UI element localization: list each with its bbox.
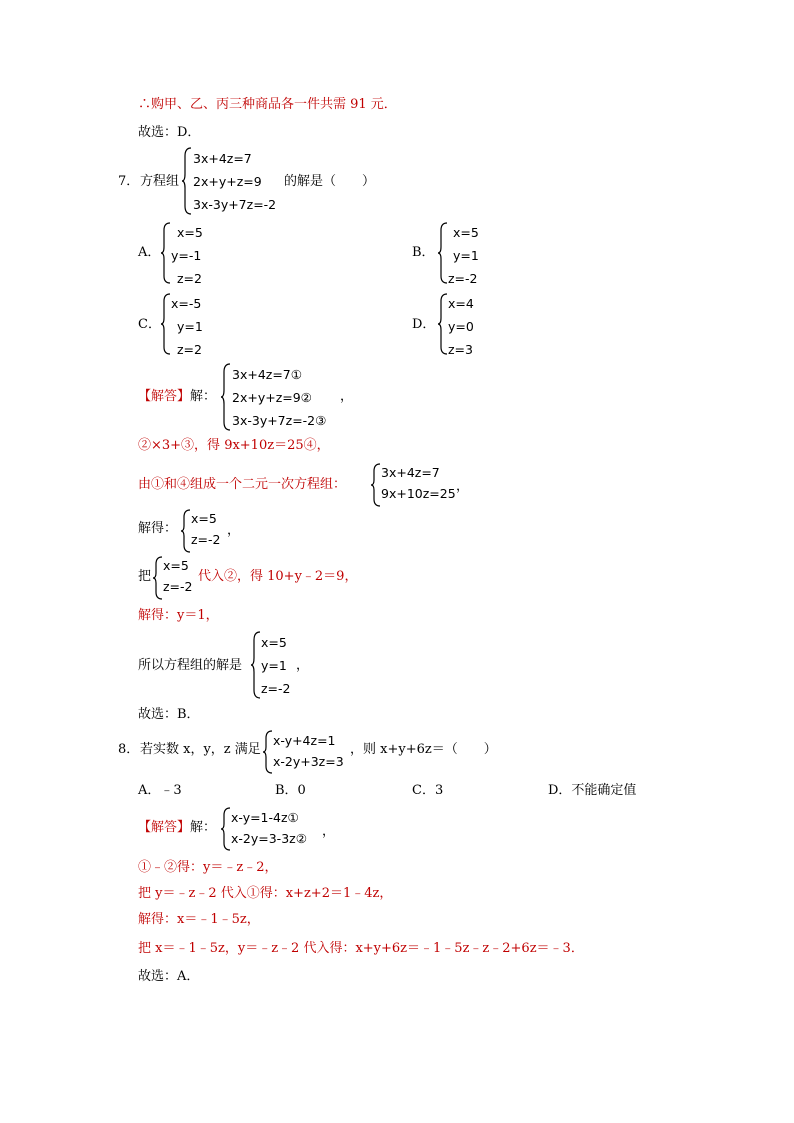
- q7-step-4-prefix: 把: [138, 569, 152, 584]
- q8-eq-2: x-2y+3z=3: [273, 754, 344, 769]
- q7-step-2-eq-1: 3x+4z=7: [381, 465, 440, 480]
- q7-number: 7．: [118, 174, 140, 189]
- q7-step-3-z: z=-2: [191, 532, 221, 547]
- q8-number: 8．: [118, 742, 140, 757]
- q7-step-3-comma: ，: [227, 523, 241, 538]
- q8-option-b[interactable]: B．0: [275, 783, 306, 798]
- q7-step-6-x: x=5: [261, 635, 287, 650]
- q7-option-b-system: [448, 221, 479, 290]
- q7-solution-brace: [220, 362, 232, 432]
- q7-answer-tag: 【解答】: [138, 389, 191, 404]
- q7-option-d-y: y=0: [448, 319, 474, 334]
- q7-choice: 故选：B．: [138, 707, 200, 722]
- q7-step-4-z: z=-2: [163, 579, 193, 594]
- q7-step-2-system: [381, 462, 456, 504]
- q7-sol-eq-3: 3x-3y+7z=-2③: [232, 413, 327, 428]
- q7-step-6-y: y=1: [261, 658, 287, 673]
- q7-option-a-system: [171, 221, 203, 290]
- q7-option-d-z: z=3: [448, 342, 473, 357]
- q8-step-4: 把 x＝﹣1﹣5z，y＝﹣z﹣2 代入得：x+y+6z＝﹣1﹣5z﹣z﹣2+6z＝﹣3．: [138, 941, 584, 956]
- q8-option-d[interactable]: D．不能确定值: [548, 783, 637, 798]
- q7-option-c-z: z=2: [177, 342, 202, 357]
- q8-eq-1: x-y+4z=1: [273, 733, 336, 748]
- q8-option-c[interactable]: C．3: [412, 783, 444, 798]
- q8-solution-system: [231, 807, 307, 849]
- q7-step-4-system: [163, 555, 193, 597]
- q7-system: [193, 147, 276, 216]
- q7-option-a-label: A．: [138, 245, 161, 260]
- q8-step-1: ①﹣②得：y＝﹣z﹣2，: [138, 860, 278, 875]
- q7-step-6-prefix: 所以方程组的解是: [138, 658, 243, 673]
- q7-step-6-system: [261, 631, 291, 700]
- q8-answer-tag: 【解答】: [138, 820, 191, 835]
- q7-option-d-label: D．: [412, 317, 436, 332]
- q7-option-d-x: x=4: [448, 296, 474, 311]
- q7-step-4-x: x=5: [163, 558, 189, 573]
- q8-prefix: 若实数 x，y，z 满足: [140, 742, 261, 757]
- q7-sol-eq-1: 3x+4z=7①: [232, 367, 302, 382]
- q7-prefix: 方程组: [140, 174, 180, 189]
- q7-solution-head: [138, 388, 216, 406]
- q7-step-5: 解得：y＝1，: [138, 608, 219, 623]
- q7-option-b-z: z=-2: [448, 271, 478, 286]
- q7-brace: [181, 146, 193, 216]
- q7-option-c-y: y=1: [177, 319, 203, 334]
- q8-system: [273, 730, 344, 772]
- q7-option-d-system: [448, 292, 474, 361]
- q7-option-a-y: y=-1: [171, 248, 202, 263]
- q8-sol-eq-1: x-y=1-4z①: [231, 810, 299, 825]
- q7-option-b-y: y=1: [453, 248, 479, 263]
- q8-sol-comma: ，: [322, 824, 336, 839]
- q7-option-c-x: x=-5: [171, 296, 202, 311]
- q7-sol-eq-2: 2x+y+z=9②: [232, 390, 312, 405]
- q7-option-b-x: x=5: [453, 225, 479, 240]
- q7-sol-comma: ，: [340, 389, 354, 404]
- q7-step-3-system: [191, 508, 221, 550]
- q8-step-3: 解得：x＝﹣1﹣5z，: [138, 912, 260, 927]
- q7-step-1: ②×3+③，得 9x+10z＝25④，: [138, 438, 330, 453]
- q7-option-c-label: C．: [138, 317, 161, 332]
- q7-step-4-suffix: 代入②，得 10+y﹣2＝9，: [198, 569, 358, 584]
- q7-eq-2: 2x+y+z=9: [193, 174, 262, 189]
- q7-step-6-comma: ，: [296, 658, 310, 673]
- q7-option-a-x: x=5: [177, 225, 203, 240]
- q7-jie: 解：: [190, 389, 217, 404]
- q7-eq-3: 3x-3y+7z=-2: [193, 197, 277, 212]
- q8-step-2: 把 y＝﹣z﹣2 代入①得：x+z+2＝1﹣4z，: [138, 886, 393, 901]
- q7-option-a-z: z=2: [177, 271, 202, 286]
- q8-choice: 故选：A．: [138, 969, 200, 984]
- q8-option-a[interactable]: A．﹣3: [138, 783, 182, 798]
- q7-solution-system: [232, 363, 326, 432]
- q7-step-3: 解得：: [138, 521, 178, 536]
- prev-choice: 故选：D．: [138, 125, 201, 140]
- q7-step-2: 由①和④组成一个二元一次方程组：: [138, 477, 347, 492]
- q8-jie: 解：: [190, 820, 217, 835]
- q7-step-3-x: x=5: [191, 511, 217, 526]
- q7-option-b-label: B．: [412, 245, 435, 260]
- q7-step-6-z: z=-2: [261, 681, 291, 696]
- q7-step-2-comma: ，: [456, 479, 470, 494]
- q8-suffix: ，则 x+y+6z＝（ ）: [350, 742, 497, 757]
- q8-sol-eq-2: x-2y=3-3z②: [231, 831, 307, 846]
- q7-suffix: 的解是（ ）: [284, 174, 376, 189]
- q7-option-c-system: [171, 292, 203, 361]
- q7-eq-1: 3x+4z=7: [193, 151, 252, 166]
- q8-solution-head: [138, 819, 216, 837]
- prev-conclusion: ∴购甲、乙、丙三种商品各一件共需 91 元．: [138, 97, 397, 112]
- q7-step-2-eq-2: 9x+10z=25: [381, 486, 456, 501]
